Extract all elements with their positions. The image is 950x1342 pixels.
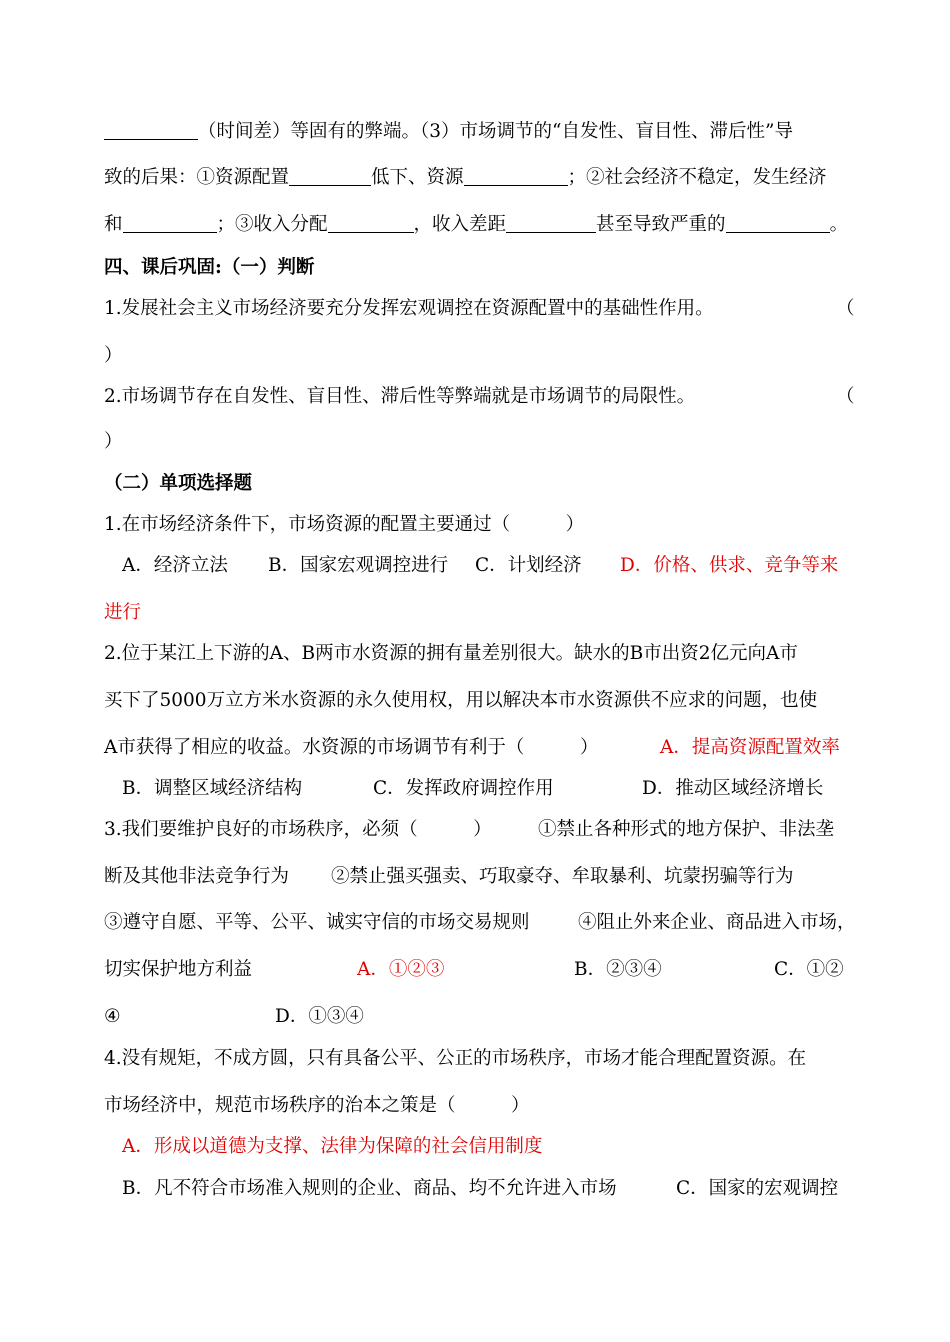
text: ，收入差距 (413, 214, 507, 235)
q3-item-2: ②禁止强买强卖、巧取豪夺、牟取暴利、坑蒙拐骗等行为 (331, 866, 794, 887)
q3-item-3: ③遵守自愿、平等、公平、诚实守信的市场交易规则 (104, 912, 530, 933)
judge-question-2: 2.市场调节存在自发性、盲目性、滞后性等弊端就是市场调节的局限性。 (104, 386, 696, 407)
judge-answer-open-2: （ (836, 386, 855, 407)
section-heading-judge: 四、课后巩固:（一）判断 (104, 257, 315, 278)
q2-option-d: D．推动区域经济增长 (642, 778, 824, 799)
q3-stem-line-2: 断及其他非法竞争行为 (104, 866, 290, 887)
q2-option-b: B．调整区域经济结构 (122, 778, 303, 799)
fill-line-1 (104, 120, 793, 144)
text: （时间差）等固有的弊端。（3）市场调节的“自发性、盲目性、滞后性”导 (198, 121, 793, 142)
q2-stem-line-1: 2.位于某江上下游的A、B两市水资源的拥有量差别很大。缺水的B市出资2亿元向A市 (104, 643, 798, 664)
q4-stem-line-1: 4.没有规矩，不成方圆，只有具备公平、公正的市场秩序，市场才能合理配置资源。在 (104, 1048, 807, 1069)
blank (328, 214, 414, 233)
q3-option-d: D．①③④ (275, 1006, 364, 1027)
q4-option-a-answer: A．形成以道德为支撑、法律为保障的社会信用制度 (122, 1136, 543, 1157)
q2-stem-line-2: 买下了5000万立方米水资源的永久使用权，用以解决本市水资源供不应求的问题，也使 (104, 690, 818, 711)
q3-option-c-cont: ④ (104, 1006, 121, 1027)
q1-option-d-answer: D．价格、供求、竞争等来 (620, 555, 839, 576)
text: 和 (104, 214, 123, 235)
text: ；②社会经济不稳定，发生经济 (567, 167, 827, 188)
text: 甚至导致严重的 (596, 214, 726, 235)
q3-item-1: ①禁止各种形式的地方保护、非法垄 (538, 819, 835, 840)
blank (464, 167, 568, 186)
blank (289, 167, 371, 186)
q4-stem-line-2: 市场经济中，规范市场秩序的治本之策是（ ） (104, 1095, 530, 1116)
text: 低下、资源 (371, 167, 464, 188)
fill-line-2 (104, 166, 827, 190)
judge-question-1: 1.发展社会主义市场经济要充分发挥宏观调控在资源配置中的基础性作用。 (104, 298, 714, 319)
q4-option-c: C．国家的宏观调控 (676, 1178, 839, 1199)
q1-stem: 1.在市场经济条件下，市场资源的配置主要通过（ ） (104, 514, 585, 535)
q3-option-a-answer: A．①②③ (357, 959, 445, 980)
blank (123, 214, 217, 233)
text: ；③收入分配 (216, 214, 328, 235)
text: 。 (829, 214, 849, 235)
q1-option-c: C．计划经济 (475, 555, 582, 576)
judge-answer-open-1: （ (836, 298, 855, 319)
q4-option-b: B．凡不符合市场准入规则的企业、商品、均不允许进入市场 (122, 1178, 617, 1199)
q2-option-a-answer: A．提高资源配置效率 (660, 737, 840, 758)
q2-option-c: C．发挥政府调控作用 (373, 778, 554, 799)
section-heading-choice: （二）单项选择题 (104, 473, 253, 494)
q1-option-a: A．经济立法 (122, 555, 228, 576)
text: 致的后果：①资源配置 (104, 167, 290, 188)
q1-option-b: B．国家宏观调控进行 (268, 555, 449, 576)
q3-option-c: C．①② (774, 959, 844, 980)
q3-item-4: ④阻止外来企业、商品进入市场， (578, 912, 856, 933)
fill-line-3 (104, 213, 848, 237)
q2-stem-line-3: A市获得了相应的收益。水资源的市场调节有利于（ ） (104, 737, 599, 758)
blank (726, 214, 830, 233)
blank (506, 214, 596, 233)
judge-answer-close-2: ） (104, 431, 123, 452)
q1-option-d-cont: 进行 (104, 602, 142, 623)
blank (104, 121, 198, 140)
q3-option-b: B．②③④ (574, 959, 662, 980)
judge-answer-close-1: ） (104, 345, 123, 366)
q3-stem-line-4: 切实保护地方利益 (104, 959, 253, 980)
q3-stem-line-1: 3.我们要维护良好的市场秩序，必须（ ） (104, 819, 492, 840)
